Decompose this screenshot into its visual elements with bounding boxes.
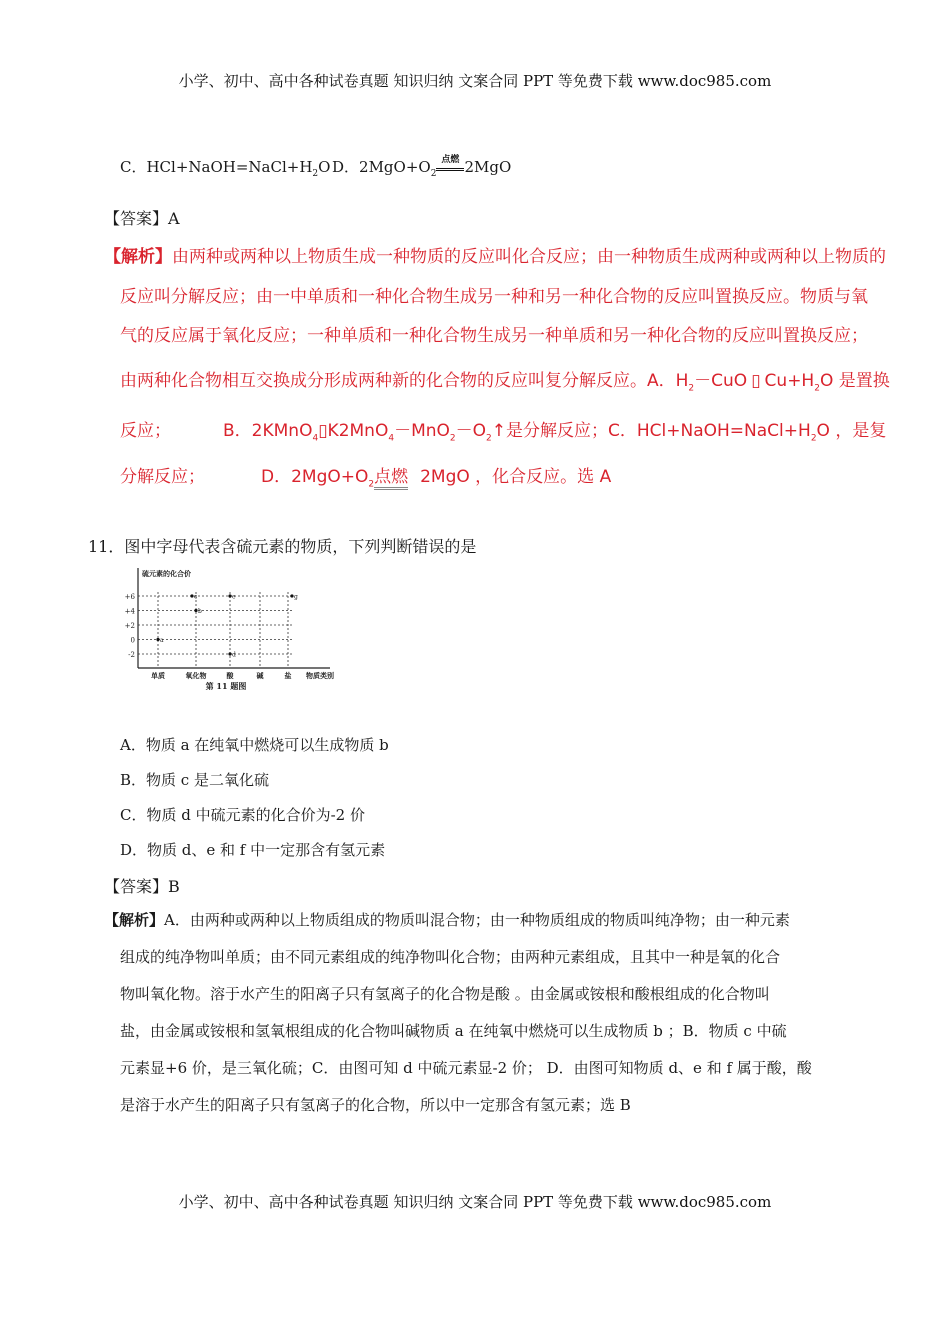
data-label-g: g xyxy=(294,593,298,601)
q10-exp-line-3: 气的反应属于氧化反应；一种单质和一种化合物生成另一种单质和另一种化合物的反应叫置换反应； xyxy=(120,326,868,346)
q10-option-d-pre: D．2MgO+O xyxy=(332,158,431,176)
q10-exp-text-5c: K2MnO xyxy=(327,421,389,441)
chart-caption: 第 11 题图 xyxy=(205,681,247,691)
q11-answer: 【答案】B xyxy=(104,877,180,896)
q11-exp-line-2: 组成的纯净物叫单质；由不同元素组成的纯净物叫化合物；由两种元素组成，且其中一种是氧的化合 xyxy=(120,948,781,966)
y-tick-label: +6 xyxy=(124,593,135,601)
data-label-e: e xyxy=(232,593,236,601)
q10-option-d-post: 2MgO xyxy=(464,158,512,176)
y-tick-label: -2 xyxy=(128,651,135,659)
q11-exp-line-3: 物叫氧化物。溶于水产生的阳离子只有氢离子的化合物是酸 。由金属或铵根和酸根组成的化合物叫 xyxy=(120,985,770,1003)
q10-option-c-text: C．HCl+NaOH=NaCl+H xyxy=(120,158,313,176)
condition-ignite-label: 点燃 xyxy=(441,154,460,165)
q10-exp-line-6: 分解反应； D．$2MgO+O_2$点燃 2MgO ，化合反应。选 A xyxy=(120,467,612,490)
page-footer: 小学、初中、高中各种试卷真题 知识归纳 文案合同 PPT 等免费下载 www.doc985.com xyxy=(178,1193,772,1211)
data-label-a: a xyxy=(160,637,164,644)
q10-exp-text-6b: D．2MgO+O xyxy=(261,467,369,487)
q10-exp-text-4d: O 是置换 xyxy=(819,371,890,391)
q11-exp-line-1 xyxy=(104,909,790,930)
q10-exp-text-5b: B．2KMnO xyxy=(223,421,313,441)
x-tick-label: 碱 xyxy=(256,671,264,680)
q10-exp-text-4a: 由两种化合物相互交换成分形成两种新的化合物的反应叫复分解反应。A．H xyxy=(120,371,689,391)
q11-exp-line-5: 元素显+6 价，是三氧化硫；C．由图可知 d 中硫元素显-2 价； D．由图可知物质 d、e 和 f 属于酸，酸 xyxy=(120,1059,812,1077)
q10-exp-line-1 xyxy=(104,242,886,267)
x-axis-label: 物质类别 xyxy=(306,671,334,680)
chart-title: 硫元素的化合价 xyxy=(142,569,191,578)
q11-exp-line-6: 是溶于水产生的阳离子只有氢离子的化合物，所以中一定那含有氢元素；选 B xyxy=(120,1096,631,1114)
y-tick-label: 0 xyxy=(130,636,135,645)
q10-option-d: D．$2MgO+O_2$ 点燃 2MgO xyxy=(332,156,511,179)
data-label-c: c xyxy=(194,593,198,601)
q11-option-b: B．物质 c 是二氧化硫 xyxy=(120,771,269,789)
q10-exp-line-5: 反应； B．$2KMnO_4▯K2MnO_4-MnO_2-O_2↑$是分解反应；C．$HCl+NaOH=NaCl+H_2O$ ，是复 xyxy=(120,421,887,444)
q11-exp-line-4: 盐，由金属或铵根和氢氧根组成的化合物叫碱物质 a 在纯氧中燃烧可以生成物质 b ；B．物质 c 中硫 xyxy=(120,1022,787,1040)
data-label-d: d xyxy=(232,651,236,659)
y-tick-label: +4 xyxy=(124,607,135,616)
q11-exp-text-1: A．由两种或两种以上物质组成的物质叫混合物；由一种物质组成的物质叫纯净物；由一种元素 xyxy=(164,911,790,929)
q10-exp-text-5g: O ，是复 xyxy=(816,421,887,441)
sulfur-valence-chart xyxy=(118,560,340,692)
q10-exp-text-1: 由两种或两种以上物质生成一种物质的反应叫化合反应；由一种物质生成两种或两种以上物质的 xyxy=(172,247,886,267)
x-tick-label: 盐 xyxy=(284,671,292,680)
q11-option-c: C．物质 d 中硫元素的化合价为-2 价 xyxy=(120,806,365,824)
q11-exp-label: 【解析】 xyxy=(104,911,165,929)
q11-stem: 11．图中字母代表含硫元素的物质，下列判断错误的是 xyxy=(88,537,477,556)
y-tick-label: +2 xyxy=(124,622,135,630)
q10-exp-text-5e: －O xyxy=(455,421,487,441)
q10-exp-text-4b: －CuO xyxy=(694,371,748,391)
q10-exp-label: 【解析】 xyxy=(104,247,172,267)
q10-exp-text-6c: 2MgO ，化合反应。选 A xyxy=(420,467,612,487)
data-label-b: b xyxy=(198,608,202,615)
q11-option-a: A．物质 a 在纯氧中燃烧可以生成物质 b xyxy=(120,736,389,754)
q10-option-c: C．$HCl+NaOH=NaCl+H_2O$ xyxy=(120,158,331,179)
page-header: 小学、初中、高中各种试卷真题 知识归纳 文案合同 PPT 等免费下载 www.doc985.com xyxy=(178,72,772,90)
x-tick-label: 单质 xyxy=(151,671,165,680)
q10-exp-text-5d: －MnO xyxy=(394,421,450,441)
q10-exp-text-5a: 反应； xyxy=(120,421,171,441)
q10-exp-line-4: 由两种化合物相互交换成分形成两种新的化合物的反应叫复分解反应。A．$H_2-CuO$ ▯ $Cu+H_2O$ 是置换 xyxy=(120,371,890,394)
q10-option-c-tail: O xyxy=(318,158,331,176)
q10-exp-text-6a: 分解反应； xyxy=(120,467,205,487)
q10-exp-condition: 点燃 xyxy=(374,467,408,490)
q11-option-d: D．物质 d、e 和 f 中一定那含有氢元素 xyxy=(120,841,386,859)
reaction-condition xyxy=(436,154,464,171)
q10-exp-line-2: 反应叫分解反应；由一中单质和一种化合物生成另一种和另一种化合物的反应叫置换反应。物质与氧 xyxy=(120,287,868,307)
x-tick-label: 酸 xyxy=(226,671,234,680)
q10-exp-text-4c: Cu+H xyxy=(764,371,815,391)
q10-exp-text-5f: ↑是分解反应；C．HCl+NaOH=NaCl+H xyxy=(491,421,811,441)
x-tick-label: 氧化物 xyxy=(185,671,207,680)
q10-answer: 【答案】A xyxy=(104,209,180,228)
